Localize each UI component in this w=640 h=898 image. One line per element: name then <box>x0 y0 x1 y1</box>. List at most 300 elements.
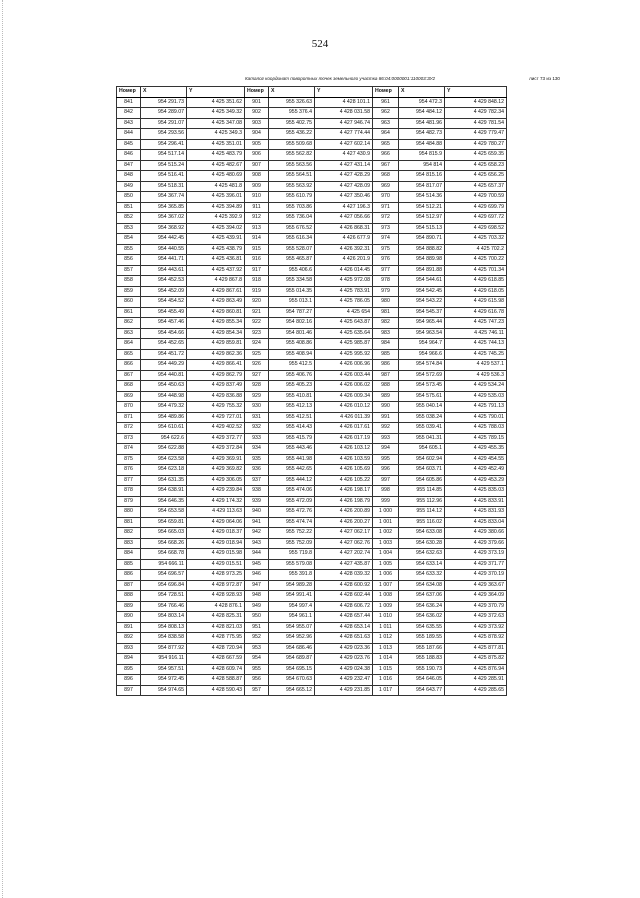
y-coordinate: 4 429 239.84 <box>187 486 245 497</box>
y-coordinate: 4 426 103.59 <box>315 454 373 465</box>
x-coordinate: 954 449.29 <box>141 360 187 371</box>
x-coordinate: 955 405.23 <box>269 381 315 392</box>
point-number: 957 <box>245 685 269 696</box>
y-coordinate: 4 428 657.44 <box>315 612 373 623</box>
y-coordinate: 4 425 657.37 <box>445 181 507 192</box>
x-coordinate: 954 643.77 <box>399 685 445 696</box>
y-coordinate: 4 429 863.49 <box>187 297 245 308</box>
y-coordinate: 4 425 436.81 <box>187 255 245 266</box>
point-number: 1 012 <box>373 633 399 644</box>
x-coordinate: 955 406.6 <box>269 265 315 276</box>
y-coordinate: 4 425 703.32 <box>445 234 507 245</box>
table-row <box>117 97 507 108</box>
y-coordinate: 4 426 201.9 <box>315 255 373 266</box>
y-coordinate: 4 425 351.62 <box>187 97 245 108</box>
x-coordinate: 954 472.3 <box>399 97 445 108</box>
y-coordinate: 4 429 285.91 <box>445 675 507 686</box>
y-coordinate: 4 426 868.31 <box>315 223 373 234</box>
point-number: 943 <box>245 538 269 549</box>
y-coordinate: 4 425 786.05 <box>315 297 373 308</box>
point-number: 845 <box>117 139 141 150</box>
y-coordinate: 4 425 700.22 <box>445 255 507 266</box>
x-coordinate: 954 633.08 <box>399 528 445 539</box>
point-number: 979 <box>373 286 399 297</box>
point-number: 870 <box>117 402 141 413</box>
y-coordinate: 4 429 618.85 <box>445 276 507 287</box>
y-coordinate: 4 427 774.44 <box>315 129 373 140</box>
y-coordinate: 4 429 455.35 <box>445 444 507 455</box>
y-coordinate: 4 425 783.91 <box>315 286 373 297</box>
table-row <box>117 349 507 360</box>
y-coordinate: 4 428 775.95 <box>187 633 245 644</box>
x-coordinate: 954 635.55 <box>399 622 445 633</box>
y-coordinate: 4 428 821.03 <box>187 622 245 633</box>
x-coordinate: 954 668.78 <box>141 549 187 560</box>
x-coordinate: 954 888.82 <box>399 244 445 255</box>
header-x: X <box>269 87 315 98</box>
x-coordinate: 955 014.35 <box>269 286 315 297</box>
y-coordinate: 4 425 396.01 <box>187 192 245 203</box>
x-coordinate: 954 512.21 <box>399 202 445 213</box>
x-coordinate: 955 562.82 <box>269 150 315 161</box>
x-coordinate: 954 891.88 <box>399 265 445 276</box>
x-coordinate: 954 952.96 <box>269 633 315 644</box>
y-coordinate: 4 429 024.38 <box>315 664 373 675</box>
point-number: 882 <box>117 528 141 539</box>
point-number: 902 <box>245 108 269 119</box>
y-coordinate: 4 425 985.87 <box>315 339 373 350</box>
point-number: 886 <box>117 570 141 581</box>
y-coordinate: 4 426 006.96 <box>315 360 373 371</box>
point-number: 896 <box>117 675 141 686</box>
point-number: 861 <box>117 307 141 318</box>
x-coordinate: 954 666.11 <box>141 559 187 570</box>
y-coordinate: 4 429 370.79 <box>445 601 507 612</box>
y-coordinate: 4 427 946.74 <box>315 118 373 129</box>
table-row <box>117 412 507 423</box>
point-number: 947 <box>245 580 269 591</box>
y-coordinate: 4 425 482.67 <box>187 160 245 171</box>
point-number: 872 <box>117 423 141 434</box>
table-row <box>117 654 507 665</box>
x-coordinate: 954 631.35 <box>141 475 187 486</box>
x-coordinate: 955 444.12 <box>269 475 315 486</box>
y-coordinate: 4 428 588.87 <box>187 675 245 686</box>
point-number: 868 <box>117 381 141 392</box>
x-coordinate: 954 814 <box>399 160 445 171</box>
y-coordinate: 4 425 877.81 <box>445 643 507 654</box>
header-y: Y <box>315 87 373 98</box>
point-number: 913 <box>245 223 269 234</box>
table-row <box>117 171 507 182</box>
table-row <box>117 276 507 287</box>
point-number: 982 <box>373 318 399 329</box>
y-coordinate: 4 425 643.87 <box>315 318 373 329</box>
x-coordinate: 954 653.58 <box>141 507 187 518</box>
point-number: 1 008 <box>373 591 399 602</box>
point-number: 1 010 <box>373 612 399 623</box>
table-row <box>117 559 507 570</box>
x-coordinate: 954 991.41 <box>269 591 315 602</box>
y-coordinate: 4 429 113.63 <box>187 507 245 518</box>
y-coordinate: 4 429 023.36 <box>315 643 373 654</box>
header-x: X <box>399 87 445 98</box>
x-coordinate: 955 442.65 <box>269 465 315 476</box>
x-coordinate: 954 633.32 <box>399 570 445 581</box>
point-number: 867 <box>117 370 141 381</box>
header-number: Номер <box>245 87 269 98</box>
x-coordinate: 955 188.83 <box>399 654 445 665</box>
y-coordinate: 4 429 373.92 <box>445 622 507 633</box>
point-number: 952 <box>245 633 269 644</box>
x-coordinate: 955 436.22 <box>269 129 315 140</box>
x-coordinate: 955 616.34 <box>269 234 315 245</box>
x-coordinate: 955 116.02 <box>399 517 445 528</box>
point-number: 889 <box>117 601 141 612</box>
point-number: 940 <box>245 507 269 518</box>
point-number: 911 <box>245 202 269 213</box>
point-number: 866 <box>117 360 141 371</box>
point-number: 984 <box>373 339 399 350</box>
x-coordinate: 954 889.98 <box>399 255 445 266</box>
x-coordinate: 955 719.8 <box>269 549 315 560</box>
point-number: 874 <box>117 444 141 455</box>
x-coordinate: 954 622.6 <box>141 433 187 444</box>
point-number: 859 <box>117 286 141 297</box>
table-row <box>117 328 507 339</box>
table-row <box>117 255 507 266</box>
y-coordinate: 4 425 788.03 <box>445 423 507 434</box>
point-number: 921 <box>245 307 269 318</box>
point-number: 888 <box>117 591 141 602</box>
y-coordinate: 4 429 536.3 <box>445 370 507 381</box>
table-row <box>117 486 507 497</box>
x-coordinate: 955 112.96 <box>399 496 445 507</box>
y-coordinate: 4 425 351.01 <box>187 139 245 150</box>
y-coordinate: 4 428 653.14 <box>315 622 373 633</box>
x-coordinate: 954 623.58 <box>141 454 187 465</box>
y-coordinate: 4 425 480.69 <box>187 171 245 182</box>
y-coordinate: 4 428 928.93 <box>187 591 245 602</box>
table-row <box>117 339 507 350</box>
point-number: 933 <box>245 433 269 444</box>
x-coordinate: 954 623.18 <box>141 465 187 476</box>
y-coordinate: 4 429 700.59 <box>445 192 507 203</box>
x-coordinate: 954 574.84 <box>399 360 445 371</box>
header-number: Номер <box>373 87 399 98</box>
y-coordinate: 4 428 973.25 <box>187 570 245 581</box>
table-row <box>117 202 507 213</box>
y-coordinate: 4 426 198.17 <box>315 486 373 497</box>
table-row <box>117 192 507 203</box>
y-coordinate: 4 425 659.35 <box>445 150 507 161</box>
point-number: 997 <box>373 475 399 486</box>
y-coordinate: 4 425 701.34 <box>445 265 507 276</box>
x-coordinate: 954 517.14 <box>141 150 187 161</box>
x-coordinate: 955 441.98 <box>269 454 315 465</box>
y-coordinate: 4 425 876.94 <box>445 664 507 675</box>
x-coordinate: 954 544.61 <box>399 276 445 287</box>
point-number: 927 <box>245 370 269 381</box>
x-coordinate: 955 114.85 <box>399 486 445 497</box>
y-coordinate: 4 429 782.34 <box>445 108 507 119</box>
point-number: 849 <box>117 181 141 192</box>
table-row <box>117 223 507 234</box>
point-number: 884 <box>117 549 141 560</box>
y-coordinate: 4 425 392.9 <box>187 213 245 224</box>
point-number: 967 <box>373 160 399 171</box>
point-number: 915 <box>245 244 269 255</box>
y-coordinate: 4 429 453.29 <box>445 475 507 486</box>
x-coordinate: 954 451.72 <box>141 349 187 360</box>
point-number: 908 <box>245 171 269 182</box>
x-coordinate: 955 412.5 <box>269 360 315 371</box>
x-coordinate: 955 114.12 <box>399 507 445 518</box>
x-coordinate: 954 440.81 <box>141 370 187 381</box>
point-number: 990 <box>373 402 399 413</box>
y-coordinate: 4 425 654 <box>315 307 373 318</box>
y-coordinate: 4 429 848.12 <box>445 97 507 108</box>
point-number: 981 <box>373 307 399 318</box>
x-coordinate: 954 963.54 <box>399 328 445 339</box>
table-row <box>117 307 507 318</box>
y-coordinate: 4 429 755.32 <box>187 402 245 413</box>
x-coordinate: 955 406.76 <box>269 370 315 381</box>
point-number: 893 <box>117 643 141 654</box>
y-coordinate: 4 429 018.94 <box>187 538 245 549</box>
x-coordinate: 954 622.88 <box>141 444 187 455</box>
y-coordinate: 4 429 306.05 <box>187 475 245 486</box>
x-coordinate: 954 610.61 <box>141 423 187 434</box>
y-coordinate: 4 429 372.63 <box>445 612 507 623</box>
x-coordinate: 954 603.71 <box>399 465 445 476</box>
y-coordinate: 4 429 615.98 <box>445 297 507 308</box>
x-coordinate: 955 465.87 <box>269 255 315 266</box>
point-number: 841 <box>117 97 141 108</box>
header-number: Номер <box>117 87 141 98</box>
point-number: 1 007 <box>373 580 399 591</box>
point-number: 848 <box>117 171 141 182</box>
x-coordinate: 955 472.76 <box>269 507 315 518</box>
table-row <box>117 118 507 129</box>
table-row <box>117 496 507 507</box>
table-row <box>117 433 507 444</box>
y-coordinate: 4 425 635.64 <box>315 328 373 339</box>
y-coordinate: 4 426 105.69 <box>315 465 373 476</box>
point-number: 974 <box>373 234 399 245</box>
x-coordinate: 955 412.13 <box>269 402 315 413</box>
point-number: 922 <box>245 318 269 329</box>
y-coordinate: 4 428 600.92 <box>315 580 373 591</box>
x-coordinate: 954 817.07 <box>399 181 445 192</box>
y-coordinate: 4 428 825.31 <box>187 612 245 623</box>
point-number: 983 <box>373 328 399 339</box>
point-number: 1 017 <box>373 685 399 696</box>
table-row <box>117 601 507 612</box>
x-coordinate: 954 296.41 <box>141 139 187 150</box>
point-number: 964 <box>373 129 399 140</box>
x-coordinate: 954 632.63 <box>399 549 445 560</box>
y-coordinate: 4 426 017.61 <box>315 423 373 434</box>
point-number: 1 006 <box>373 570 399 581</box>
y-coordinate: 4 426 103.12 <box>315 444 373 455</box>
x-coordinate: 954 665.12 <box>269 685 315 696</box>
point-number: 971 <box>373 202 399 213</box>
table-row <box>117 150 507 161</box>
y-coordinate: 4 428 590.43 <box>187 685 245 696</box>
point-number: 865 <box>117 349 141 360</box>
table-body <box>117 97 507 696</box>
x-coordinate: 954 634.08 <box>399 580 445 591</box>
x-coordinate: 954 573.45 <box>399 381 445 392</box>
point-number: 973 <box>373 223 399 234</box>
x-coordinate: 955 376.4 <box>269 108 315 119</box>
point-number: 877 <box>117 475 141 486</box>
point-number: 904 <box>245 129 269 140</box>
y-coordinate: 4 429 697.72 <box>445 213 507 224</box>
y-coordinate: 4 428 667.59 <box>187 654 245 665</box>
y-coordinate: 4 429 364.09 <box>445 591 507 602</box>
y-coordinate: 4 429 023.76 <box>315 654 373 665</box>
y-coordinate: 4 425 995.92 <box>315 349 373 360</box>
y-coordinate: 4 429 862.36 <box>187 349 245 360</box>
x-coordinate: 955 414.43 <box>269 423 315 434</box>
point-number: 931 <box>245 412 269 423</box>
x-coordinate: 955 039.41 <box>399 423 445 434</box>
x-coordinate: 954 696.84 <box>141 580 187 591</box>
point-number: 903 <box>245 118 269 129</box>
x-coordinate: 954 515.24 <box>141 160 187 171</box>
x-coordinate: 954 801.46 <box>269 328 315 339</box>
point-number: 892 <box>117 633 141 644</box>
point-number: 961 <box>373 97 399 108</box>
y-coordinate: 4 428 609.74 <box>187 664 245 675</box>
x-coordinate: 955 676.52 <box>269 223 315 234</box>
point-number: 852 <box>117 213 141 224</box>
point-number: 999 <box>373 496 399 507</box>
point-number: 854 <box>117 234 141 245</box>
point-number: 953 <box>245 643 269 654</box>
table-row <box>117 423 507 434</box>
y-coordinate: 4 429 373.19 <box>445 549 507 560</box>
x-coordinate: 954 633.14 <box>399 559 445 570</box>
point-number: 907 <box>245 160 269 171</box>
x-coordinate: 954 452.65 <box>141 339 187 350</box>
x-coordinate: 954 965.44 <box>399 318 445 329</box>
y-coordinate: 4 425 394.02 <box>187 223 245 234</box>
x-coordinate: 954 450.63 <box>141 381 187 392</box>
y-coordinate: 4 429 836.88 <box>187 391 245 402</box>
table-row <box>117 675 507 686</box>
x-coordinate: 955 334.58 <box>269 276 315 287</box>
x-coordinate: 954 518.31 <box>141 181 187 192</box>
point-number: 860 <box>117 297 141 308</box>
point-number: 920 <box>245 297 269 308</box>
point-number: 966 <box>373 150 399 161</box>
x-coordinate: 955 187.66 <box>399 643 445 654</box>
y-coordinate: 4 427 350.46 <box>315 192 373 203</box>
x-coordinate: 955 190.73 <box>399 664 445 675</box>
table-row <box>117 507 507 518</box>
y-coordinate: 4 425 349.32 <box>187 108 245 119</box>
x-coordinate: 955 579.08 <box>269 559 315 570</box>
y-coordinate: 4 429 231.85 <box>315 685 373 696</box>
point-number: 887 <box>117 580 141 591</box>
point-number: 871 <box>117 412 141 423</box>
point-number: 876 <box>117 465 141 476</box>
y-coordinate: 4 427 062.76 <box>315 538 373 549</box>
point-number: 924 <box>245 339 269 350</box>
point-number: 883 <box>117 538 141 549</box>
x-coordinate: 954 489.86 <box>141 412 187 423</box>
point-number: 977 <box>373 265 399 276</box>
y-coordinate: 4 426 003.44 <box>315 370 373 381</box>
y-coordinate: 4 425 349.3 <box>187 129 245 140</box>
point-number: 925 <box>245 349 269 360</box>
x-coordinate: 955 472.09 <box>269 496 315 507</box>
catalog-title: Каталог координат поворотных точек земельного участка 86:04:0000001:110003:ЗУ2 <box>244 76 436 81</box>
y-coordinate: 4 429 854.34 <box>187 328 245 339</box>
y-coordinate: 4 429 018.37 <box>187 528 245 539</box>
point-number: 950 <box>245 612 269 623</box>
x-coordinate: 955 736.04 <box>269 213 315 224</box>
point-number: 1 000 <box>373 507 399 518</box>
x-coordinate: 954 545.37 <box>399 307 445 318</box>
x-coordinate: 954 636.02 <box>399 612 445 623</box>
table-row <box>117 465 507 476</box>
y-coordinate: 4 425 656.25 <box>445 171 507 182</box>
x-coordinate: 954 484.88 <box>399 139 445 150</box>
x-coordinate: 954 291.07 <box>141 118 187 129</box>
x-coordinate: 955 752.09 <box>269 538 315 549</box>
point-number: 944 <box>245 549 269 560</box>
point-number: 963 <box>373 118 399 129</box>
x-coordinate: 954 957.51 <box>141 664 187 675</box>
table-row <box>117 591 507 602</box>
y-coordinate: 4 427 431.14 <box>315 160 373 171</box>
x-coordinate: 954 668.26 <box>141 538 187 549</box>
y-coordinate: 4 427 430.9 <box>315 150 373 161</box>
point-number: 978 <box>373 276 399 287</box>
x-coordinate: 954 803.14 <box>141 612 187 623</box>
x-coordinate: 954 989.28 <box>269 580 315 591</box>
x-coordinate: 955 415.79 <box>269 433 315 444</box>
x-coordinate: 955 391.8 <box>269 570 315 581</box>
point-number: 975 <box>373 244 399 255</box>
y-coordinate: 4 429 698.52 <box>445 223 507 234</box>
table-row <box>117 475 507 486</box>
point-number: 1 005 <box>373 559 399 570</box>
x-coordinate: 954 961.1 <box>269 612 315 623</box>
x-coordinate: 954 659.81 <box>141 517 187 528</box>
point-number: 843 <box>117 118 141 129</box>
table-row <box>117 297 507 308</box>
y-coordinate: 4 429 379.66 <box>445 538 507 549</box>
x-coordinate: 954 367.02 <box>141 213 187 224</box>
point-number: 926 <box>245 360 269 371</box>
y-coordinate: 4 426 006.02 <box>315 381 373 392</box>
x-coordinate: 954 514.36 <box>399 192 445 203</box>
y-coordinate: 4 427 428.29 <box>315 171 373 182</box>
y-coordinate: 4 428 651.63 <box>315 633 373 644</box>
y-coordinate: 4 428 720.94 <box>187 643 245 654</box>
y-coordinate: 4 428 101.1 <box>315 97 373 108</box>
table-row <box>117 612 507 623</box>
x-coordinate: 954 441.71 <box>141 255 187 266</box>
table-row <box>117 517 507 528</box>
y-coordinate: 4 425 438.79 <box>187 244 245 255</box>
x-coordinate: 954 916.11 <box>141 654 187 665</box>
